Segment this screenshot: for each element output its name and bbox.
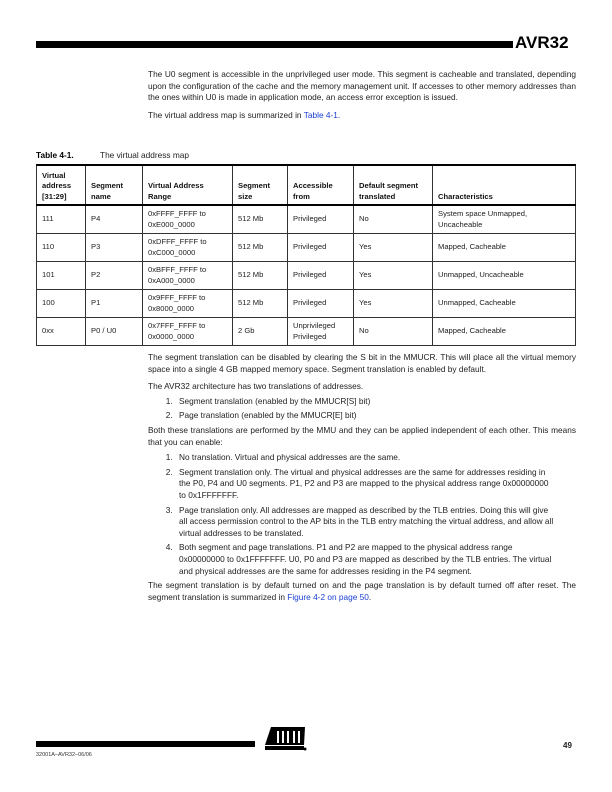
table-cell: 100 — [37, 290, 86, 318]
body-section — [148, 352, 576, 609]
table-cell: 0xx — [37, 318, 86, 346]
list-item: 1. Segment translation (enabled by the MMUCR[S] bit) — [175, 396, 576, 408]
table-cell: System space Unmapped, Uncacheable — [433, 205, 576, 234]
header-bar — [36, 41, 513, 48]
table-cell: Unmapped, Uncacheable — [433, 262, 576, 290]
atmel-logo — [265, 727, 307, 751]
table-cell: 512 Mb — [233, 234, 288, 262]
column-header: Virtual address [31:29] — [37, 165, 86, 205]
intro-section — [148, 69, 576, 127]
list-item: 4. Both segment and page translations. P1 and P2 are mapped to the physical address range 0x00000000 to 0x1FFFFFFF. U0, P0 and P3 are mapped as described by the TLB entries. The virtual and physical addresses are the same for addresses residing in the P4 segment. — [175, 542, 555, 577]
table-cell: 0x7FFF_FFFF to 0x0000_0000 — [143, 318, 233, 346]
table-link[interactable]: Table 4-1 — [303, 109, 338, 120]
paragraph — [148, 110, 576, 122]
paragraph: The segment translation can be disabled by clearing the S bit in the MMUCR. This will place all the virtual memory space into a single 4 GB mapped memory space. Segment translation is enabled by default. — [148, 352, 576, 374]
paragraph: The U0 segment is accessible in the unprivileged user mode. This segment is cacheable and translated, depending upon the configuration of the cache and the memory management unit. If accesses to other memory addresses than the ones within U0 is made in application mode, an access error exception is issued. — [148, 69, 576, 103]
doc-code: 32001A–AVR32–06/06 — [36, 752, 92, 758]
table-cell: 111 — [37, 205, 86, 234]
table-cell: P2 — [86, 262, 143, 290]
text: . — [368, 591, 372, 602]
table-cell: P1 — [86, 290, 143, 318]
paragraph: The AVR32 architecture has two translations of addresses. — [148, 381, 364, 392]
table-cell: 0xDFFF_FFFF to 0xC000_0000 — [143, 234, 233, 262]
table-cell: Unmapped, Cacheable — [433, 290, 576, 318]
table-cell: 0xBFFF_FFFF to 0xA000_0000 — [143, 262, 233, 290]
paragraph: Both these translations are performed by the MMU and they can be applied independent of each other. This means that you can enable: — [148, 424, 576, 447]
footer-bar — [36, 741, 255, 747]
table-cell: 512 Mb — [233, 262, 288, 290]
table-cell: No — [354, 318, 433, 346]
enable-options-list — [148, 452, 555, 577]
column-header: Characteristics — [433, 165, 576, 205]
table-row — [37, 205, 576, 234]
header-title: AVR32 — [515, 33, 569, 52]
table-cell: Privileged — [288, 234, 354, 262]
caption-number: Table 4-1. — [36, 150, 74, 160]
virtual-address-map-table — [36, 164, 576, 346]
table-cell: 110 — [37, 234, 86, 262]
table-cell: Privileged — [288, 290, 354, 318]
table-cell: Yes — [354, 234, 433, 262]
table-row — [37, 234, 576, 262]
table-caption — [36, 150, 189, 160]
table-cell: Yes — [354, 290, 433, 318]
column-header: Segment size — [233, 165, 288, 205]
table-cell: Yes — [354, 262, 433, 290]
table-cell: Privileged — [288, 205, 354, 234]
table-cell: 512 Mb — [233, 205, 288, 234]
table-cell: Privileged — [288, 262, 354, 290]
table-cell: 512 Mb — [233, 290, 288, 318]
table-row — [37, 290, 576, 318]
figure-link[interactable]: Figure 4-2 on page 50 — [287, 591, 369, 602]
text: . — [337, 109, 341, 120]
column-header: Segment name — [86, 165, 143, 205]
text: The segment translation is by default turned on and the page translation is by default turned off after reset. The segment translation is summarized in — [148, 580, 576, 602]
translation-list — [148, 396, 576, 422]
table-cell: 0x9FFF_FFFF to 0x8000_0000 — [143, 290, 233, 318]
column-header: Accessible from — [288, 165, 354, 205]
table-cell: Unprivileged Privileged — [288, 318, 354, 346]
table-row — [37, 318, 576, 346]
list-item: 3. Page translation only. All addresses are mapped as described by the TLB entries. Doing this will give all access permission control to the AP bits in the TLB entry matching the virtual address, and allow all virtual addresses to be translated. — [175, 505, 555, 540]
table-cell: Mapped, Cacheable — [433, 318, 576, 346]
list-item: 2. Segment translation only. The virtual and physical addresses are the same for addresses residing in the P0, P4 and U0 segments. P1, P2 and P3 are mapped to the physical address range 0x00000000 to 0x1FFFFFFF. — [175, 467, 555, 502]
text: The virtual address map is summarized in — [148, 109, 304, 120]
caption-title: The virtual address map — [100, 150, 190, 160]
table-cell: Mapped, Cacheable — [433, 234, 576, 262]
table-cell: 0xFFFF_FFFF to 0xE000_0000 — [143, 205, 233, 234]
column-header: Virtual Address Range — [143, 165, 233, 205]
list-item: 1. No translation. Virtual and physical addresses are the same. — [175, 452, 555, 464]
list-item: 2. Page translation (enabled by the MMUCR[E] bit) — [175, 410, 576, 422]
table-cell: 2 Gb — [233, 318, 288, 346]
paragraph — [148, 580, 576, 603]
table-header-row — [37, 165, 576, 205]
column-header: Default segment translated — [354, 165, 433, 205]
page-number: 49 — [563, 741, 572, 750]
table-cell: 101 — [37, 262, 86, 290]
table-cell: P4 — [86, 205, 143, 234]
table-row — [37, 262, 576, 290]
table-cell: P0 / U0 — [86, 318, 143, 346]
table-cell: P3 — [86, 234, 143, 262]
table-cell: No — [354, 205, 433, 234]
